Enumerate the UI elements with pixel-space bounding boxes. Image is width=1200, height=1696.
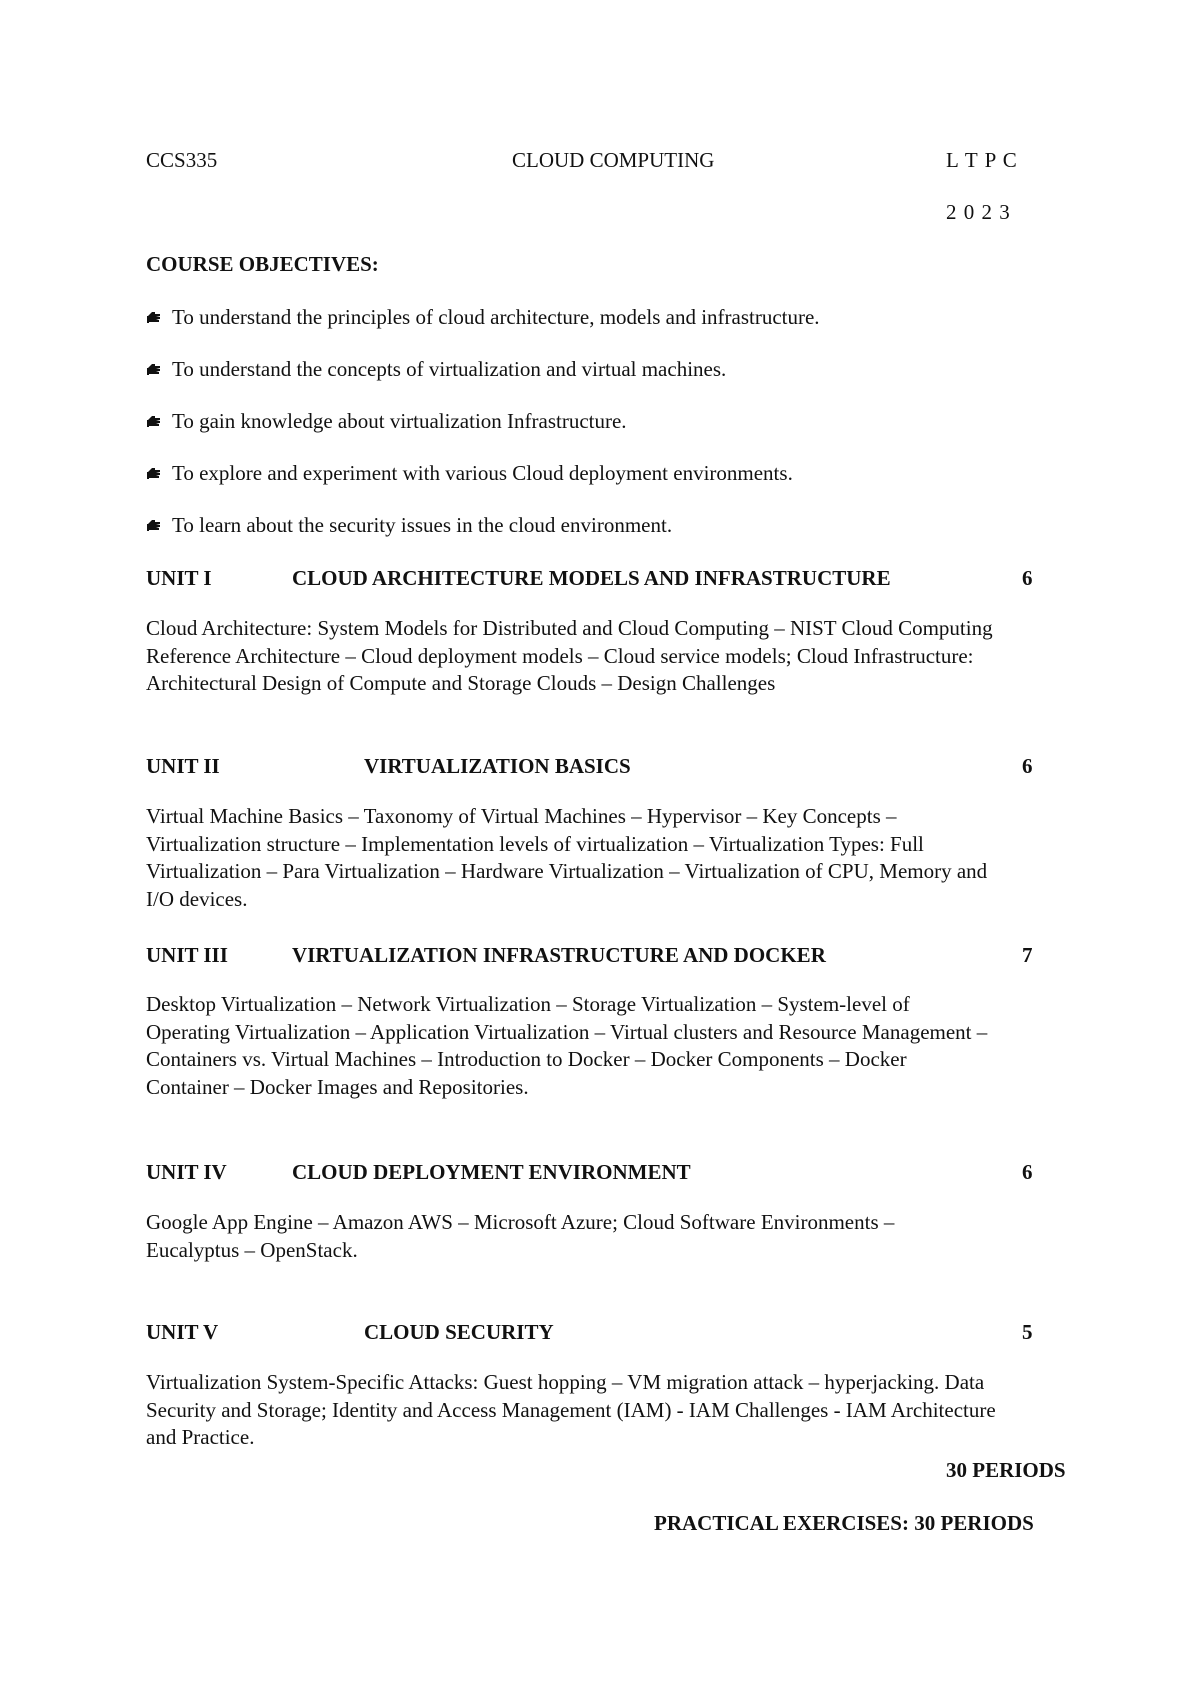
unit-content-line: Virtualization – Para Virtualization – Hardware Virtualization – Virtualization of CPU, Memory and — [146, 859, 988, 883]
objective-text: To understand the concepts of virtualization and virtual machines. — [172, 357, 727, 381]
unit-number: UNIT III — [146, 943, 228, 967]
unit-content-line: Virtual Machine Basics – Taxonomy of Virtual Machines – Hypervisor – Key Concepts – — [146, 804, 897, 828]
unit-content-line: Virtualization System-Specific Attacks: Guest hopping – VM migration attack – hyperjacking. Data — [146, 1370, 985, 1394]
unit-number: UNIT V — [146, 1320, 219, 1344]
unit-content — [146, 1369, 1136, 1452]
unit-hours: 7 — [1022, 943, 1033, 967]
course-title: CLOUD COMPUTING — [512, 148, 715, 172]
objective-item — [146, 305, 820, 330]
unit-content-line: Operating Virtualization – Application Virtualization – Virtual clusters and Resource Management – — [146, 1019, 988, 1044]
unit-content-line: Virtualization structure – Implementation levels of virtualization – Virtualization Types: Full — [146, 831, 924, 856]
unit-content-line: Eucalyptus – OpenStack. — [146, 1237, 358, 1262]
objective-item — [146, 409, 627, 434]
objective-text: To gain knowledge about virtualization Infrastructure. — [172, 409, 627, 433]
objective-item — [146, 357, 726, 382]
total-periods: 30 PERIODS — [946, 1458, 1066, 1482]
unit-hours: 5 — [1022, 1320, 1033, 1344]
unit-content — [146, 615, 1136, 698]
unit-content-line: Architectural Design of Compute and Storage Clouds – Design Challenges — [146, 671, 776, 695]
objective-text: To understand the principles of cloud architecture, models and infrastructure. — [172, 305, 820, 329]
objective-text: To explore and experiment with various Cloud deployment environments. — [172, 461, 793, 485]
unit-content-line: Cloud Architecture: System Models for Distributed and Cloud Computing – NIST Cloud Computing — [146, 616, 993, 640]
unit-title: CLOUD ARCHITECTURE MODELS AND INFRASTRUCTURE — [292, 566, 891, 590]
unit-content-line: I/O devices. — [146, 886, 248, 911]
objective-item — [146, 461, 793, 486]
unit-content-line: Desktop Virtualization – Network Virtualization – Storage Virtualization – System-level of — [146, 992, 910, 1016]
ltpc-label: L T P C — [946, 148, 1018, 172]
unit-content-line: Security and Storage; Identity and Access Management (IAM) - IAM Challenges - IAM Architecture — [146, 1397, 996, 1422]
unit-content — [146, 1209, 1136, 1264]
unit-hours: 6 — [1022, 1160, 1033, 1184]
unit-hours: 6 — [1022, 754, 1033, 778]
unit-content-line: Container – Docker Images and Repositories. — [146, 1074, 529, 1099]
unit-content-line: Containers vs. Virtual Machines – Introduction to Docker – Docker Components – Docker — [146, 1047, 907, 1071]
unit-number: UNIT IV — [146, 1160, 227, 1184]
unit-number: UNIT I — [146, 566, 212, 590]
objectives-heading: COURSE OBJECTIVES: — [146, 252, 379, 276]
unit-title: VIRTUALIZATION INFRASTRUCTURE AND DOCKER — [292, 943, 826, 967]
pointing-hand-icon — [146, 465, 162, 481]
pointing-hand-icon — [146, 309, 162, 325]
unit-number: UNIT II — [146, 754, 220, 778]
unit-hours: 6 — [1022, 566, 1033, 590]
unit-content-line: Google App Engine – Amazon AWS – Microsoft Azure; Cloud Software Environments – — [146, 1210, 895, 1234]
practical-periods: PRACTICAL EXERCISES: 30 PERIODS — [654, 1511, 1034, 1535]
unit-content-line: Reference Architecture – Cloud deployment models – Cloud service models; Cloud Infrastructure: — [146, 643, 974, 668]
pointing-hand-icon — [146, 413, 162, 429]
unit-content — [146, 803, 1136, 913]
unit-title: CLOUD DEPLOYMENT ENVIRONMENT — [292, 1160, 691, 1184]
course-code: CCS335 — [146, 148, 218, 172]
objective-text: To learn about the security issues in the cloud environment. — [172, 513, 673, 537]
objective-item — [146, 513, 672, 538]
unit-title: CLOUD SECURITY — [364, 1320, 554, 1344]
unit-content-line: and Practice. — [146, 1425, 255, 1449]
unit-title: VIRTUALIZATION BASICS — [364, 754, 631, 778]
unit-content — [146, 991, 1136, 1101]
pointing-hand-icon — [146, 517, 162, 533]
pointing-hand-icon — [146, 361, 162, 377]
ltpc-values: 2 0 2 3 — [946, 200, 1011, 224]
